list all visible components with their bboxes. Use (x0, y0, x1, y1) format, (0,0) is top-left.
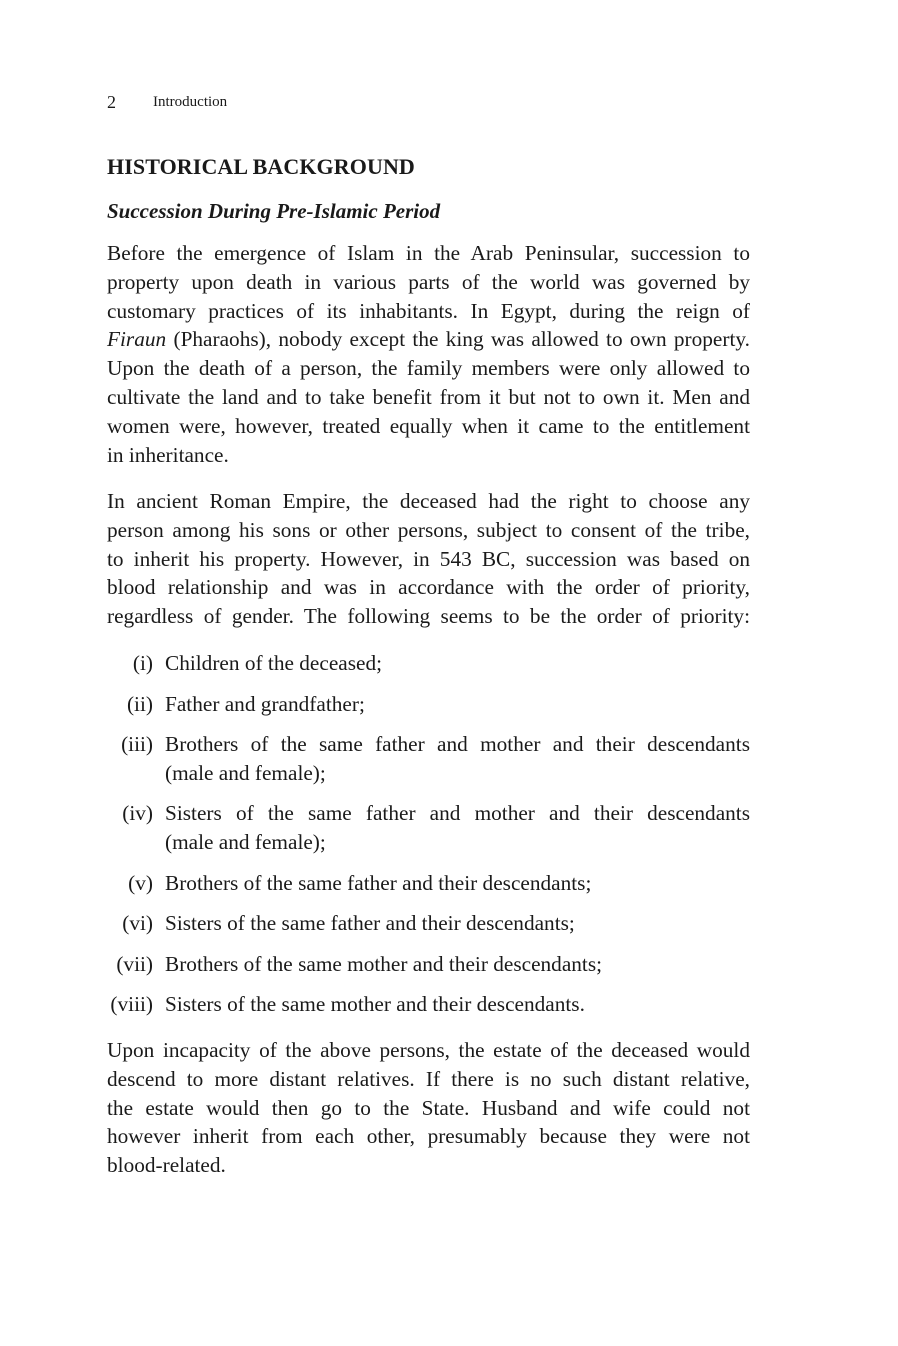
list-item-line: Brothers of the same father and mother and their descendants (165, 732, 750, 756)
paragraph-line: Before the emergence of Islam in the Arab Peninsular, succession to (107, 241, 750, 265)
paragraph-line: Upon incapacity of the above persons, the estate of the deceased would (107, 1038, 750, 1062)
paragraph-egypt (107, 239, 750, 469)
list-item-line: Sisters of the same father and mother and their descendants (165, 801, 750, 825)
list-item-text (165, 730, 750, 788)
list-item-text (165, 909, 750, 938)
sub-heading: Succession During Pre-Islamic Period (107, 199, 441, 223)
list-item-text (165, 950, 750, 979)
running-title: Introduction (153, 94, 228, 110)
list-item-line: Sisters of the same father and their descendants; (165, 911, 575, 935)
list-item-text (165, 690, 750, 719)
paragraph-line: regardless of gender. The following seems to be the order of priority: (107, 604, 750, 629)
list-item-text (165, 869, 750, 898)
paragraph-rome (107, 487, 750, 631)
list-item-text (165, 990, 750, 1019)
list-marker: (ii) (126, 692, 153, 716)
list-marker: (vi) (122, 911, 153, 935)
list-item-line: (male and female); (165, 829, 326, 854)
list-marker: (i) (132, 651, 153, 675)
running-head (107, 92, 750, 116)
paragraph-line: blood relationship and was in accordance with the order of priority, (107, 575, 750, 600)
list-item-line: Father and grandfather; (165, 692, 365, 716)
list-marker: (vii) (116, 952, 153, 976)
paragraph-line: descend to more distant relatives. If there is no such distant relative, (107, 1066, 750, 1091)
list-item-text (165, 649, 750, 678)
list-item-text (165, 799, 750, 857)
paragraph-last-line: blood-related. (107, 1153, 226, 1178)
list-marker: (v) (128, 871, 153, 895)
paragraph-incapacity (107, 1036, 750, 1180)
paragraph-line (107, 325, 750, 354)
list-item-line: Children of the deceased; (165, 651, 383, 675)
paragraph-line: property upon death in various parts of the world was governed by (107, 269, 750, 294)
paragraph-last-line: in inheritance. (107, 442, 229, 467)
line-continuation: (Pharaohs), nobody except the king was allowed to own property. (166, 327, 750, 352)
list-marker: (viii) (110, 992, 153, 1016)
paragraph-line: customary practices of its inhabitants. In Egypt, during the reign of (107, 298, 750, 323)
list-item-line: (male and female); (165, 760, 326, 785)
paragraph-line: person among his sons or other persons, subject to consent of the tribe, (107, 517, 750, 542)
italic-term: Firaun (107, 327, 167, 352)
page-number: 2 (107, 92, 116, 112)
list-item-line: Sisters of the same mother and their descendants. (165, 992, 585, 1016)
paragraph-line: cultivate the land and to take benefit from it but not to own it. Men and (107, 384, 750, 409)
paragraph-line: to inherit his property. However, in 543 BC, succession was based on (107, 546, 750, 571)
paragraph-line: women were, however, treated equally when it came to the entitlement (107, 413, 750, 438)
list-marker: (iv) (122, 801, 153, 825)
list-marker: (iii) (121, 732, 153, 756)
list-item-line: Brothers of the same mother and their descendants; (165, 952, 603, 976)
paragraph-line: however inherit from each other, presumably because they were not (107, 1124, 750, 1149)
section-heading: HISTORICAL BACKGROUND (107, 154, 415, 179)
list-item-line: Brothers of the same father and their descendants; (165, 871, 592, 895)
paragraph-line: In ancient Roman Empire, the deceased had the right to choose any (107, 489, 750, 513)
paragraph-line: the estate would then go to the State. Husband and wife could not (107, 1095, 750, 1120)
paragraph-line: Upon the death of a person, the family members were only allowed to (107, 356, 750, 381)
